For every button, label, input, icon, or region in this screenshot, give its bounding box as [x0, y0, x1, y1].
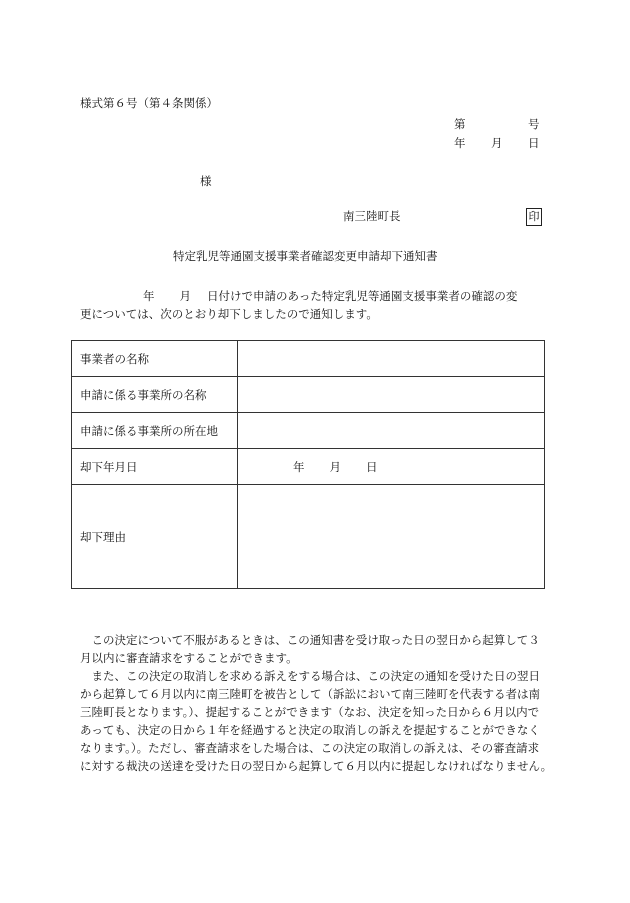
rejection-date-month: 月 — [329, 459, 341, 474]
intro-line-1-rest: 日付けで申請のあった特定乳児等通園支援事業者の確認の変 — [207, 289, 518, 303]
table-label: 申請に係る事業所の名称 — [72, 377, 238, 413]
doc-number-dai: 第 — [454, 117, 466, 131]
intro-year: 年 — [143, 289, 155, 303]
intro-month: 月 — [179, 289, 191, 303]
rejection-date-day: 日 — [366, 459, 378, 474]
form-number: 様式第６号（第４条関係） — [80, 96, 218, 110]
table-row — [72, 377, 545, 413]
table-row — [72, 413, 545, 449]
note-line: あっても、決定の日から１年を経過すると決定の取消しの訴えを提起することができなく — [80, 723, 540, 737]
date-month: 月 — [491, 136, 503, 150]
notice-table — [71, 340, 545, 589]
table-label: 却下理由 — [72, 485, 238, 589]
table-value — [238, 341, 545, 377]
table-label: 申請に係る事業所の所在地 — [72, 413, 238, 449]
note-line: 月以内に審査請求をすることができます。 — [80, 651, 298, 665]
seal-mark: 印 — [526, 208, 542, 226]
intro-paragraph — [80, 287, 565, 323]
table-label: 却下年月日 — [72, 449, 238, 485]
document-title: 特定乳児等通園支援事業者確認変更申請却下通知書 — [173, 249, 438, 263]
recipient-suffix: 様 — [200, 174, 212, 188]
table-label: 事業者の名称 — [72, 341, 238, 377]
date-day: 日 — [528, 136, 540, 150]
date-year: 年 — [454, 136, 466, 150]
table-row — [72, 485, 545, 589]
table-value — [238, 377, 545, 413]
table-row — [72, 449, 545, 485]
note-line: 三陸町長となります。）、提起することができます（なお、決定を知った日から６月以内で — [80, 705, 540, 719]
issuer-name: 南三陸町長 — [343, 209, 401, 223]
note-line: なります。）。ただし、審査請求をした場合は、この決定の取消しの訴えは、その審査請求 — [80, 741, 540, 755]
appeal-notes — [80, 631, 565, 775]
table-value — [238, 485, 545, 589]
rejection-date-year: 年 — [293, 459, 305, 474]
rejection-date-cell — [238, 449, 545, 485]
note-line: この決定について不服があるときは、この通知書を受け取った日の翌日から起算して３ — [80, 633, 540, 647]
intro-line-1 — [80, 287, 565, 305]
note-line: に対する裁決の送達を受けた日の翌日から起算して６月以内に提起しなければなりません。 — [80, 759, 553, 773]
intro-line-2: 更については、次のとおり却下しましたので通知します。 — [80, 307, 378, 321]
doc-number-go: 号 — [528, 117, 540, 131]
note-line: また、この決定の取消しを求める訴えをする場合は、この決定の通知を受けた日の翌日 — [80, 669, 540, 683]
table-row — [72, 341, 545, 377]
table-value — [238, 413, 545, 449]
note-line: から起算して６月以内に南三陸町を被告として（訴訟において南三陸町を代表する者は南 — [80, 687, 540, 701]
